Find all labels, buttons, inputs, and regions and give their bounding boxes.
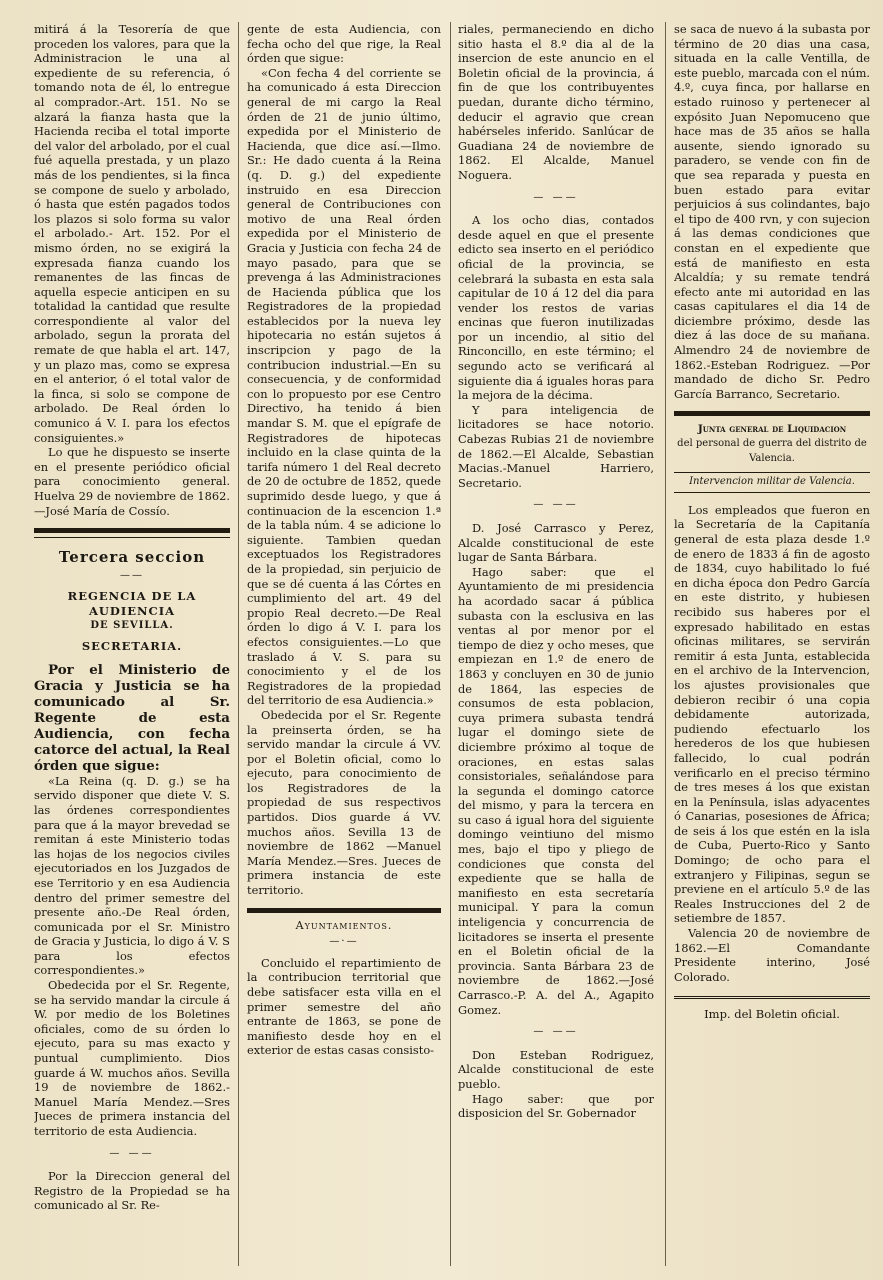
separator: — —— [533,191,579,203]
paragraph: Y para inteligencia de licitadores se hace notorio. Cabezas Rubias 21 de noviembre de 1862.—El Alcalde, Sebastian Macias.-Manuel Harriero, Secretario. [458,402,654,490]
paragraph: Valencia 20 de noviembre de 1862.—El Comandante Presidente interino, José Colorado. [674,926,870,984]
column-divider [238,22,239,1266]
paragraph: «La Reina (q. D. g.) se ha servido disponer que diete V. S. las órdenes correspondientes para que á la mayor brevedad se remitan á este Ministerio todas las hojas de los negocios civiles ejecutoriados en los Juzgados de ese Territorio y en esa Audiencia dentro del primer semestre del presente año.-De Real órden, comunicada por el Sr. Ministro de Gracia y Justicia, lo digo á V. S para los efectos correspondientes.» [34,773,230,978]
column-divider [665,22,666,1266]
imprenta-footer: Imp. del Boletin oficial. [674,996,870,1022]
intervencion-heading: Intervencion militar de Valencia. [674,472,870,493]
separator: — —— [533,499,579,511]
paragraph: «Con fecha 4 del corriente se ha comunicado á esta Direccion general de mi cargo la Real órden de 21 de junio último, expedida por el Ministerio de Hacienda, que dice así.—Ilmo. Sr.: He dado cuenta á la Reina (q. D. g.) del expediente instruido en esa Direccion general de Contribuciones con motivo de una Real órden expedida por el Ministerio de Gracia y Justicia con fecha 24 de mayo pasado, para que se prevenga á las Administraciones de Hacienda pública que los Registradores de la propiedad establecidos por la nueva ley hipotecaria no están sujetos á inscripcion y pago de la contribucion industrial.—En su consecuencia, y de conformidad con lo propuesto por ese Centro Directivo, ha tenido á bien mandar S. M. que el epígrafe de Registradores de hipotecas incluido en la clase quinta de la tarifa número 1 del Real decreto de 20 de octubre de 1852, quede suprimido desde luego, y que á continuacion de la escencion 1.ª de la tabla núm. 4 se adicione lo siguiente. Tambien quedan exceptuados los Registradores de la propiedad, sin perjuicio de que se dé cuenta á las Córtes en cumplimiento del art. 49 del propio Real decreto.—De Real órden lo digo á V. I. para los efectos consiguientes.—Lo que traslado á V. S. para su conocimiento y el de los Registradores de la propiedad del territorio de esa Audiencia.» [247,65,441,708]
separator: — —— [533,1026,579,1038]
section-rule [674,411,870,416]
junta-heading: Junta general de Liquidacion [697,423,847,436]
paragraph: D. José Carrasco y Perez, Alcalde constitucional de este lugar de Santa Bárbara. [458,521,654,565]
separator: — —— [109,1147,155,1159]
paragraph: riales, permaneciendo en dicho sitio hasta el 8.º dia al de la insercion de este anuncio en el Boletin oficial de la provincia, á fin de que los contribuyentes puedan, durante dicho término, deducir el agravio que crean habérseles inferido. Sanlúcar de Guadiana 24 de noviembre de 1862. El Alcalde, Manuel Noguera. [458,22,654,182]
paragraph: A los ocho dias, contados desde aquel en que el presente edicto sea inserto en el periódico oficial de la provincia, se celebrará la subasta en esta sala capitular de 10 á 12 del dia para vender los restos de varias encinas que fueron inutilizadas por un incendio, al sitio del Rinconcillo, en este término; el segundo acto se verificará al siguiente dia á iguales horas para la mejora de la décima. [458,213,654,403]
paragraph: Obedecida por el Sr. Regente, se ha servido mandar la circule á W. por medio de los Boletines oficiales, como de su órden lo ejecuto, para su mas exacto y puntual cumplimiento. Dios guarde á W. muchos años. Sevilla 19 de noviembre de 1862.-Manuel María Mendez.—Sres Jueces de primera instancia del territorio de esta Audiencia. [34,978,230,1138]
column-3 [458,22,654,1272]
paragraph: Hago saber: que por disposicion del Sr. Gobernador [458,1091,654,1121]
secretaria-heading: SECRETARIA. [81,639,183,654]
paragraph: Por la Direccion general del Registro de la Propiedad se ha comunicado al Sr. Re- [34,1169,230,1213]
paragraph: Obedecida por el Sr. Regente la preinserta órden, se ha servido mandar la circule á VV. por el Boletin oficial, como lo ejecuto, para conocimiento de los Registradores de la propiedad de sus respectivos partidos. Dios guarde á VV. muchos años. Sevilla 13 de noviembre de 1862 —Manuel María Mendez.—Sres. Jueces de primera instancia de este territorio. [247,707,441,898]
paragraph: Don Esteban Rodriguez, Alcalde constitucional de este pueblo. [458,1047,654,1091]
junta-subheading: del personal de guerra del distrito de Valencia. [677,438,867,464]
section-rule [247,908,441,913]
regencia-subtitle: DE SEVILLA. [90,619,174,631]
paragraph: Concluido el repartimiento de la contribucion territorial que debe satisfacer esta villa en el primer semestre del año entrante de 1863, se pone de manifiesto desde hoy en el exterior de estas casas consisto- [247,955,441,1058]
section-rule [34,537,230,538]
column-1 [34,22,230,1272]
section-rule [34,528,230,533]
paragraph: Lo que he dispuesto se inserte en el presente periódico oficial para conocimiento general. Huelva 29 de noviembre de 1862.—José María de Cossío. [34,445,230,518]
ornament-dash: —— [120,569,144,581]
paragraph: mitirá á la Tesorería de que proceden los valores, para que la Administracion le una al expediente de su referencia, ó tomando nota de él, lo entregue al comprador.-Art. 151. No se alzará la fianza hasta que la Hacienda reciba el total importe del valor del arbolado, por el cual fué aquella prestada, y un plazo más de los pendientes, si la finca se compone de suelo y arbolado, ó hasta que estén pagados todos los plazos si solo forma su valor el arbolado.- Art. 152. Por el mismo órden, no se exigirá la expresada fianza cuando los remanentes de las fincas de aquella especie anticipen en su totalidad la cantidad que resulte correspondiente al valor del arbolado, segun la prorata del remate de que habla el art. 147, y un plazo mas, como se expresa en el anterior, ó el total valor de la finca, si solo se compone de arbolado. De Real órden lo comunico á V. I. para los efectos consiguientes.» [34,22,230,445]
column-2 [247,22,441,1272]
regencia-title: REGENCIA DE LA AUDIENCIA [67,589,197,618]
ornament-dash: —·— [329,936,359,948]
paragraph: Por el Ministerio de Gracia y Justicia se ha comunicado al Sr. Regente de esta Audiencia, con fecha catorce del actual, la Real órden que sigue: [34,661,230,774]
paragraph: se saca de nuevo á la subasta por término de 20 dias una casa, situada en la calle Ventilla, de este pueblo, marcada con el núm. 4.º, cuya finca, por hallarse en estado ruinoso y pertenecer al expósito Juan Nepomuceno que hace mas de 35 años se halla ausente, siendo ignorado su paradero, se vende con fin de que sea reparada y puesta en buen estado para evitar perjuicios á sus colindantes, bajo el tipo de 400 rvn, y con sujecion á las demas condiciones que constan en el expediente que está de manifiesto en esta Alcaldía; y su remate tendrá efecto ante mi autoridad en las casas capitulares el dia 14 de diciembre próximo, desde las diez á las doce de su mañana. Almendro 24 de noviembre de 1862.-Esteban Rodriguez. —Por mandado de dicho Sr. Pedro García Barranco, Secretario. [674,22,870,401]
column-divider [450,22,451,1266]
column-4 [674,22,870,1272]
paragraph: Los empleados que fueron en la Secretaría de la Capitanía general de esta plaza desde 1.º de enero de 1833 á fin de agosto de 1834, cuyo habilitado lo fué en dicha época don Pedro García en este distrito, y hubiesen recibido sus haberes por el expresado habilitado en estas oficinas militares, se servirán remitir á esta Junta, establecida en el archivo de la Intervencion, los ajustes provisionales que debieron recibir ó una copia debidamente autorizada, pudiendo efectuarlo los herederos de los que hubiesen fallecido, lo cual podrán verificarlo en el preciso término de tres meses á los que existan en la Península, islas adyacentes ó Canarias, posesiones de África; de seis á los que estén en la isla de Cuba, Puerto-Rico y Santo Domingo; de ocho para el extranjero y Filipinas, segun se previene en el artículo 5.º de las Reales Instrucciones del 2 de setiembre de 1857. [674,502,870,926]
section-title: Tercera seccion [58,548,206,567]
paragraph: gente de esta Audiencia, con fecha ocho del que rige, la Real órden que sigue: [247,22,441,66]
paragraph: Hago saber: que el Ayuntamiento de mi presidencia ha acordado sacar á pública subasta con la esclusiva en las ventas al por menor por el tiempo de diez y ocho meses, que empiezan en 1.º de enero de 1863 y concluyen en 30 de junio de 1864, las especies de consumos de esta poblacion, cuya primera subasta tendrá lugar el domingo siete de diciembre próximo al toque de oraciones, en estas salas consistoriales, señalándose para la segunda el domingo catorce del mismo, y para la tercera en su caso á igual hora del siguiente domingo veintiuno del mismo mes, bajo el tipo y pliego de condiciones que consta del expediente que se halla de manifiesto en esta secretaría municipal. Y para la comun inteligencia y concurrencia de licitadores se inserta el presente en el Boletin oficial de la provincia. Santa Bárbara 23 de noviembre de 1862.—José Carrasco.-P. A. del A., Agapito Gomez. [458,564,654,1017]
ayuntamientos-heading: Ayuntamientos. [295,918,393,932]
